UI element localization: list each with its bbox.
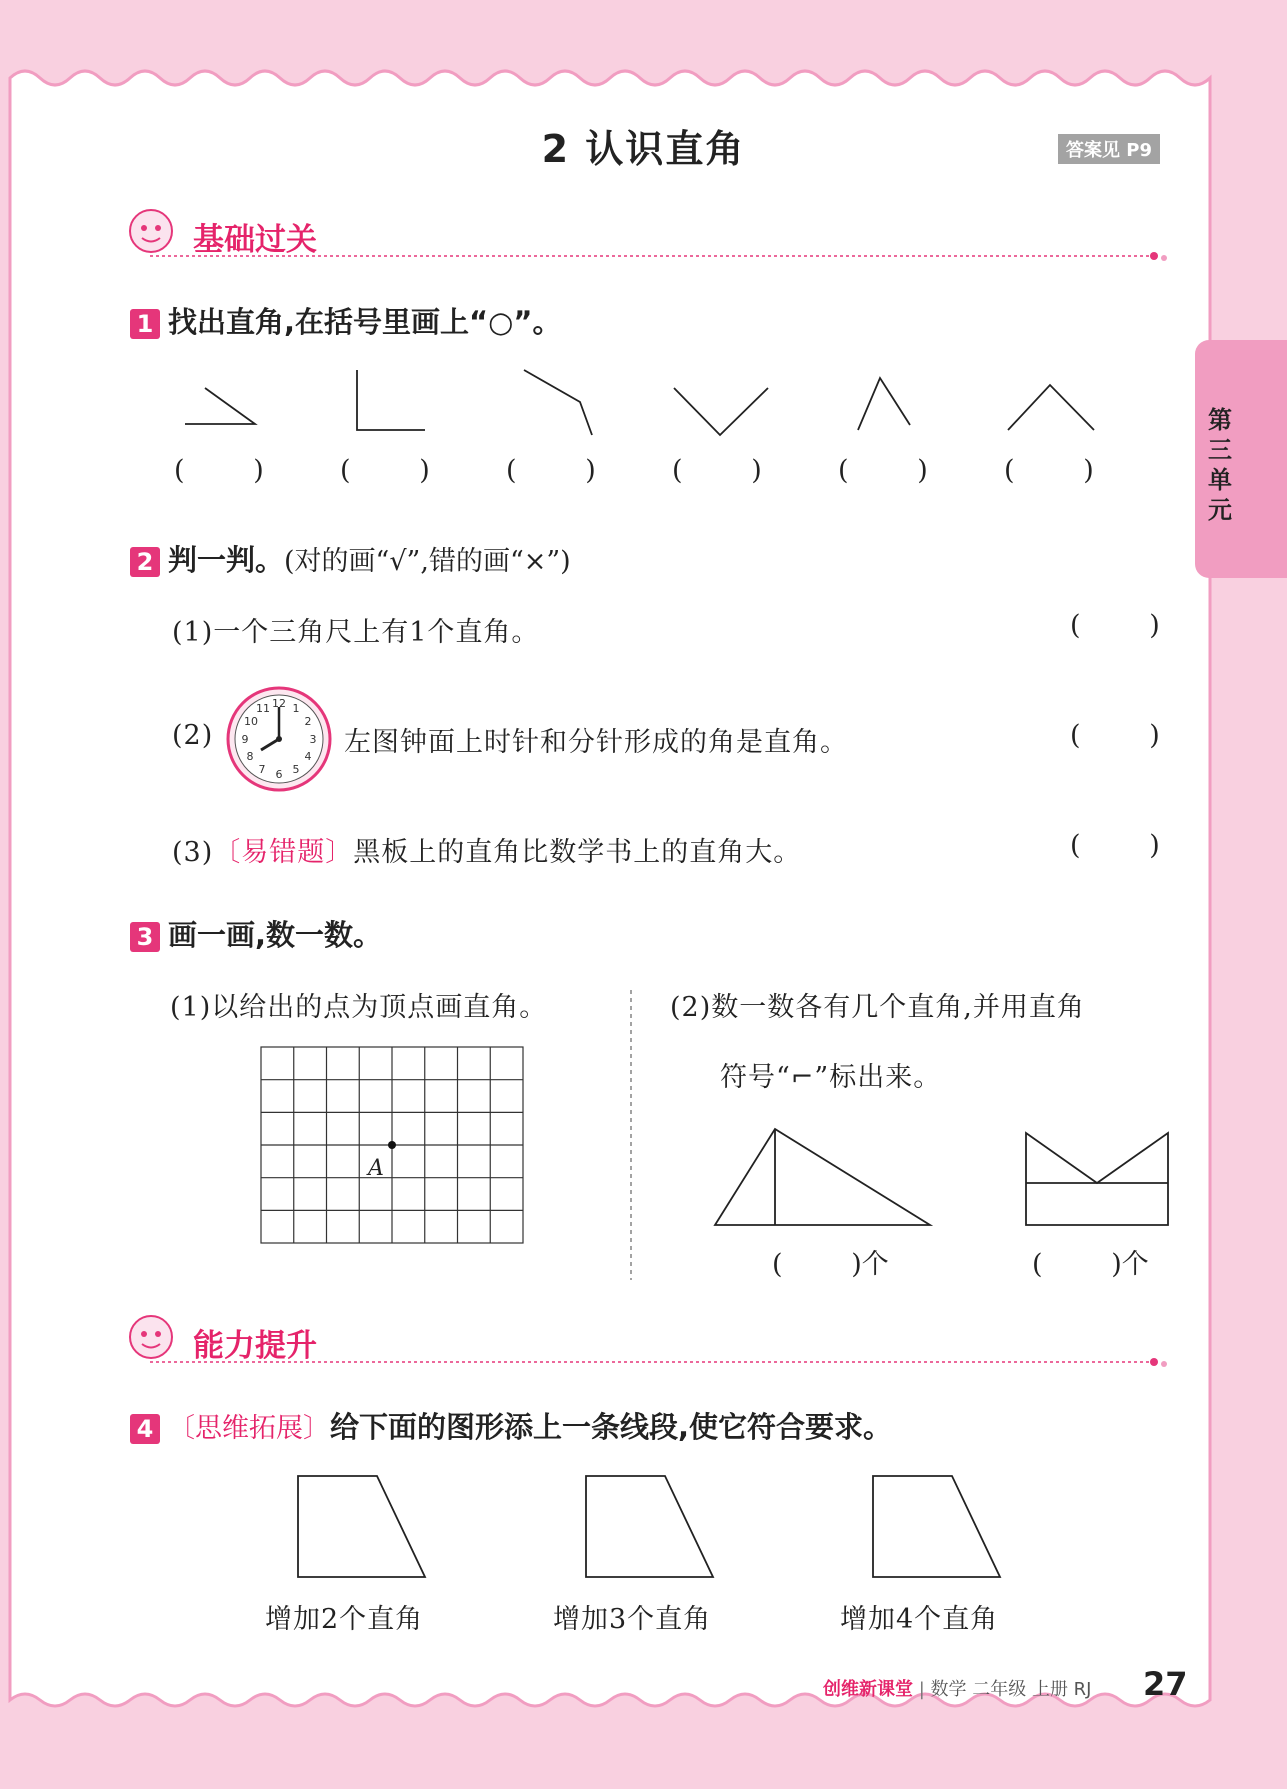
question-3-number: 3 bbox=[130, 922, 160, 952]
angle-figure-1 bbox=[185, 388, 255, 424]
page-title: 2 认识直角 bbox=[541, 127, 746, 171]
clock-number-8: 8 bbox=[246, 750, 254, 763]
q1-answer-blank-5[interactable]: ( ) bbox=[838, 455, 928, 486]
column-divider bbox=[629, 990, 633, 1280]
question-2-note: (对的画“√”,错的画“×”) bbox=[284, 546, 571, 577]
thinking-expansion-tag: 〔思维拓展〕 bbox=[168, 1413, 330, 1444]
question-1-number: 1 bbox=[130, 309, 160, 339]
point-a bbox=[388, 1141, 396, 1149]
footer-brand: 创维新课堂 bbox=[823, 1679, 913, 1700]
mascot-icon bbox=[128, 1314, 174, 1360]
q4-caption-2: 增加3个直角 bbox=[553, 1604, 712, 1635]
clock-number-7: 7 bbox=[258, 763, 266, 776]
trapezoid-figure-2[interactable] bbox=[583, 1473, 718, 1581]
section-advanced-title: 能力提升 bbox=[193, 1328, 317, 1364]
question-4-text: 给下面的图形添上一条线段,使它符合要求。 bbox=[330, 1410, 893, 1444]
q3-part-1-text: (1)以给出的点为顶点画直角。 bbox=[170, 992, 548, 1023]
angle-figures bbox=[150, 360, 1110, 450]
q2-item-3: 黑板上的直角比数学书上的直角大。 bbox=[353, 837, 802, 868]
clock-number-5: 5 bbox=[292, 763, 300, 776]
q4-caption-3: 增加4个直角 bbox=[840, 1604, 999, 1635]
page-number: 27 bbox=[1143, 1665, 1188, 1703]
question-1-text: 找出直角,在括号里画上“○”。 bbox=[168, 305, 562, 339]
question-3-text: 画一画,数一数。 bbox=[168, 918, 383, 952]
mistake-prone-tag: 〔易错题〕 bbox=[213, 837, 354, 868]
q1-answer-blank-1[interactable]: ( ) bbox=[174, 455, 264, 486]
clock-number-3: 3 bbox=[309, 733, 317, 746]
q2-item-2: 左图钟面上时针和分针形成的角是直角。 bbox=[344, 727, 848, 758]
question-4-number: 4 bbox=[130, 1414, 160, 1444]
q1-answer-blank-3[interactable]: ( ) bbox=[506, 455, 596, 486]
clock-number-6: 6 bbox=[275, 768, 283, 781]
q2-answer-blank-2[interactable]: ( ) bbox=[1070, 720, 1160, 751]
unit-side-label: 第三单元 bbox=[1208, 406, 1232, 524]
q2-item-2-prefix: (2) bbox=[172, 720, 214, 751]
q2-answer-blank-1[interactable]: ( ) bbox=[1070, 610, 1160, 641]
angle-figure-2 bbox=[357, 370, 425, 430]
section-divider bbox=[150, 250, 1170, 264]
section-basic-title: 基础过关 bbox=[193, 222, 317, 258]
answer-reference: 答案见 P9 bbox=[1058, 134, 1160, 164]
question-2-number: 2 bbox=[130, 547, 160, 577]
angle-figure-4 bbox=[674, 388, 768, 435]
clock-number-9: 9 bbox=[241, 733, 249, 746]
q4-caption-1: 增加2个直角 bbox=[265, 1604, 424, 1635]
point-a-label: A bbox=[368, 1156, 384, 1181]
triangle-figure bbox=[710, 1125, 935, 1230]
angle-figure-5 bbox=[858, 378, 910, 430]
q2-answer-blank-3[interactable]: ( ) bbox=[1070, 830, 1160, 861]
angle-figure-6 bbox=[1008, 385, 1094, 430]
q1-answer-blank-4[interactable]: ( ) bbox=[672, 455, 762, 486]
clock-number-12: 12 bbox=[272, 697, 286, 710]
clock-number-10: 10 bbox=[244, 715, 258, 728]
mascot-icon bbox=[128, 208, 174, 254]
q1-answer-blank-2[interactable]: ( ) bbox=[340, 455, 430, 486]
q1-answer-blank-6[interactable]: ( ) bbox=[1004, 455, 1094, 486]
clock-face bbox=[225, 685, 333, 793]
question-2-text: 判一判。 bbox=[168, 543, 285, 577]
clock-number-4: 4 bbox=[304, 750, 312, 763]
clock-number-11: 11 bbox=[256, 702, 270, 715]
q2-item-3-prefix: (3) bbox=[172, 837, 214, 868]
q3-count-blank-1[interactable]: ( )个 bbox=[772, 1249, 889, 1280]
trapezoid-figure-3[interactable] bbox=[870, 1473, 1005, 1581]
angle-figure-3 bbox=[524, 370, 592, 435]
clock-number-2: 2 bbox=[304, 715, 312, 728]
clock-number-1: 1 bbox=[292, 702, 300, 715]
footer-info: 数学 二年级 上册 RJ bbox=[930, 1679, 1092, 1700]
trapezoid-figure-1[interactable] bbox=[295, 1473, 430, 1581]
drawing-grid[interactable] bbox=[260, 1046, 526, 1246]
section-divider bbox=[150, 1356, 1170, 1370]
q3-count-blank-2[interactable]: ( )个 bbox=[1032, 1249, 1149, 1280]
q2-item-1: (1)一个三角尺上有1个直角。 bbox=[172, 617, 540, 648]
notched-rectangle-figure bbox=[1020, 1125, 1172, 1230]
q3-part-2-line-2: 符号“⌐”标出来。 bbox=[720, 1062, 942, 1093]
q3-part-2-line-1: (2)数一数各有几个直角,并用直角 bbox=[670, 992, 1085, 1023]
